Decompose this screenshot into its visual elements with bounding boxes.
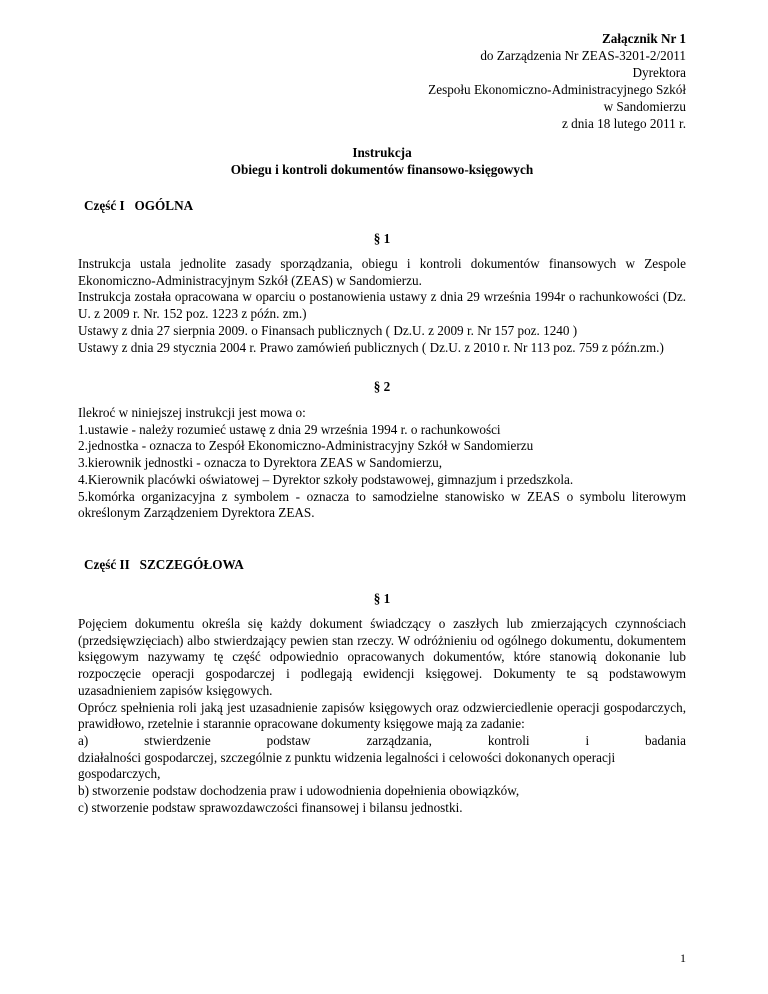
- definition-item: 5.komórka organizacyjna z symbolem - oznacza to samodzielne stanowisko w ZEAS o symbolu literowym określonym Zarządzeniem Dyrektora ZEAS.: [78, 488, 686, 521]
- definitions-intro: Ilekroć w niniejszej instrukcji jest mowa o:: [78, 405, 306, 420]
- section-mark: § 1: [373, 231, 391, 246]
- document-page: [78, 0, 686, 994]
- header-line: w Sandomierzu: [603, 99, 686, 114]
- document-title: [78, 144, 686, 178]
- paragraph: Instrukcja ustala jednolite zasady sporządzania, obiegu i kontroli dokumentów finansowych w Zespole Ekonomiczno-Administracyjnym Szkół (ZEAS) w Sandomierzu.: [78, 256, 686, 288]
- definition-item: 2.jednostka - oznacza to Zespół Ekonomiczno-Administracyjny Szkół w Sandomierzu: [78, 438, 534, 454]
- part2-section1-text: [78, 616, 686, 816]
- part1-heading: Część I OGÓLNA: [84, 198, 194, 213]
- paragraph: Ustawy z dnia 27 sierpnia 2009. o Finansach publicznych ( Dz.U. z 2009 r. Nr 157 poz. 1240 ): [78, 322, 578, 338]
- header-line: Dyrektora: [632, 65, 686, 80]
- section-mark: § 2: [373, 379, 391, 394]
- paragraph: Oprócz spełnienia roli jaką jest uzasadnienie zapisów księgowych oraz odzwierciedlenie operacji gospodarczych, prawidłowo, rzetelnie i starannie opracowane dokumenty księgowe mają za zadanie:: [78, 699, 686, 732]
- definition-item: 3.kierownik jednostki - oznacza to Dyrektora ZEAS w Sandomierzu,: [78, 455, 443, 471]
- header-line: Zespołu Ekonomiczno-Administracyjnego Szkół: [428, 82, 686, 97]
- definition-item: 1.ustawie - należy rozumieć ustawę z dnia 29 września 1994 r. o rachunkowości: [78, 421, 501, 437]
- title-line: Instrukcja: [352, 145, 412, 160]
- part1-section1-text: [78, 256, 686, 356]
- task-item-a: a) stwierdzenie podstaw zarządzania, kontroli i badania: [78, 732, 686, 748]
- page-number: 1: [680, 951, 686, 965]
- paragraph: Pojęciem dokumentu określa się każdy dokument świadczący o zaszłych lub zmierzających czynnościach (przedsięwzięciach) albo stwierdzający pewien stan rzeczy. W odróżnieniu od ogólnego dokumentu, dokumentem księgowym nazywamy tę część odpowiednio opracowanych dokumentów, które stanowią dokonanie lub rozpoczęcie operacji gospodarczej i podlegają ewidencji księgowej. Dokumenty te są podstawowym uzasadnieniem zapisów księgowych.: [78, 616, 686, 698]
- header-line: do Zarządzenia Nr ZEAS-3201-2/2011: [480, 48, 686, 63]
- part1-section2-text: [78, 405, 686, 522]
- attachment-header: [428, 30, 686, 132]
- paragraph: Ustawy z dnia 29 stycznia 2004 r. Prawo zamówień publicznych ( Dz.U. z 2010 r. Nr 113 poz. 759 z późn.zm.): [78, 339, 664, 355]
- task-item-a-cont: działalności gospodarczej, szczególnie z punktu widzenia legalności i celowości dokonanych operacji gospodarczych,: [78, 749, 616, 782]
- paragraph: Instrukcja została opracowana w oparciu o postanowienia ustawy z dnia 29 września 1994r o rachunkowości (Dz. U. z 2009 r. Nr. 152 poz. 1223 z późn. zm.): [78, 289, 686, 322]
- header-line: z dnia 18 lutego 2011 r.: [561, 116, 686, 131]
- definition-item: 4.Kierownik placówki oświatowej – Dyrektor szkoły podstawowej, gimnazjum i przedszkola.: [78, 471, 574, 487]
- title-line: Obiegu i kontroli dokumentów finansowo-księgowych: [230, 162, 534, 177]
- attachment-number: Załącznik Nr 1: [601, 31, 686, 46]
- task-item-b: b) stworzenie podstaw dochodzenia praw i udowodnienia dopełnienia obowiązków,: [78, 783, 520, 799]
- task-item-c: c) stworzenie podstaw sprawozdawczości finansowej i bilansu jednostki.: [78, 799, 463, 815]
- section-mark: § 1: [373, 591, 391, 606]
- part2-heading: Część II SZCZEGÓŁOWA: [84, 557, 244, 572]
